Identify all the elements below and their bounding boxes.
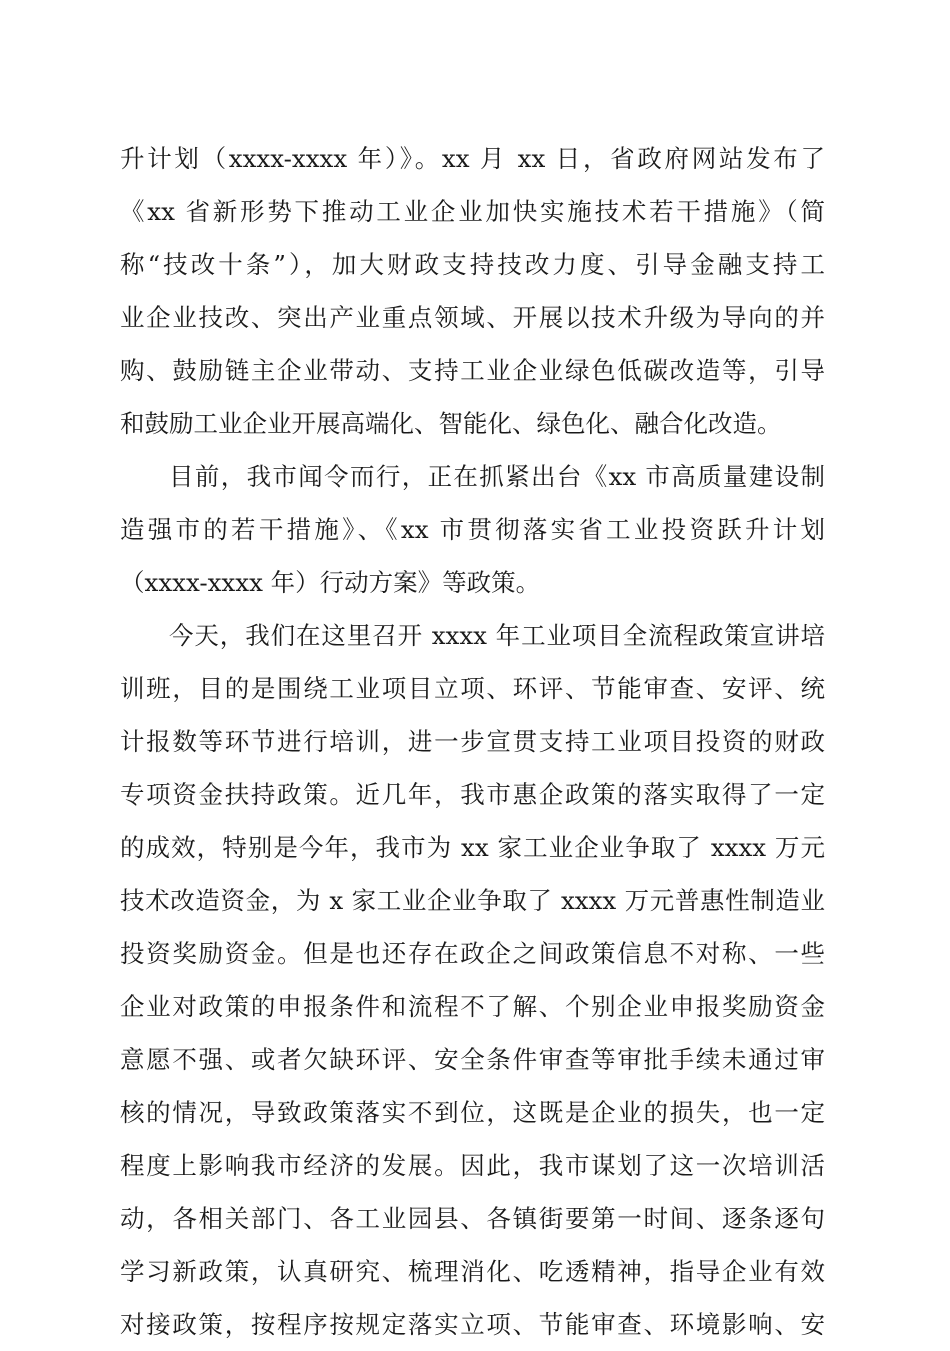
paragraph-3-line-4: 专项资金扶持政策。近几年，我市惠企政策的落实取得了一定 [120,780,825,809]
paragraph-3-line-5: 的成效，特别是今年，我市为 xx 家工业企业争取了 xxxx 万元 [120,833,825,862]
paragraph-3-line-14: 对接政策，按程序按规定落实立项、节能审查、环境影响、安 [120,1310,825,1339]
paragraph-3-line-6: 技术改造资金，为 x 家工业企业争取了 xxxx 万元普惠性制造业 [120,886,825,915]
paragraph-1-line-2: 《xx 省新形势下推动工业企业加快实施技术若干措施》（简 [120,197,825,226]
paragraph-1-line-5: 购、鼓励链主企业带动、支持工业企业绿色低碳改造等，引导 [120,356,825,385]
paragraph-1-line-6: 和鼓励工业企业开展高端化、智能化、绿色化、融合化改造。 [120,409,782,438]
paragraph-3-line-9: 意愿不强、或者欠缺环评、安全条件审查等审批手续未通过审 [120,1045,825,1074]
paragraph-3-line-12: 动，各相关部门、各工业园县、各镇街要第一时间、逐条逐句 [120,1204,825,1233]
paragraph-3-line-11: 程度上影响我市经济的发展。因此，我市谋划了这一次培训活 [120,1151,825,1180]
paragraph-3-line-13: 学习新政策，认真研究、梳理消化、吃透精神，指导企业有效 [120,1257,825,1286]
paragraph-3-line-2: 训班，目的是围绕工业项目立项、环评、节能审查、安评、统 [120,674,825,703]
paragraph-2-line-3: （xxxx-xxxx 年）行动方案》等政策。 [120,568,541,597]
paragraph-3-line-1: 今天，我们在这里召开 xxxx 年工业项目全流程政策宣讲培 [169,621,825,650]
paragraph-1-line-3: 称“技改十条”），加大财政支持技改力度、引导金融支持工 [120,250,825,279]
paragraph-1-line-1: 升计划（xxxx-xxxx 年）》。xx 月 xx 日，省政府网站发布了 [120,144,825,173]
paragraph-3-line-8: 企业对政策的申报条件和流程不了解、个别企业申报奖励资金 [120,992,825,1021]
paragraph-3-line-3: 计报数等环节进行培训，进一步宣贯支持工业项目投资的财政 [120,727,825,756]
paragraph-1-line-4: 业企业技改、突出产业重点领域、开展以技术升级为导向的并 [120,303,825,332]
paragraph-2-line-1: 目前，我市闻令而行，正在抓紧出台《xx 市高质量建设制 [169,462,825,491]
document-body [120,132,825,1351]
paragraph-3-line-10: 核的情况，导致政策落实不到位，这既是企业的损失，也一定 [120,1098,825,1127]
paragraph-2-line-2: 造强市的若干措施》、《xx 市贯彻落实省工业投资跃升计划 [120,515,825,544]
paragraph-3-line-7: 投资奖励资金。但是也还存在政企之间政策信息不对称、一些 [120,939,825,968]
